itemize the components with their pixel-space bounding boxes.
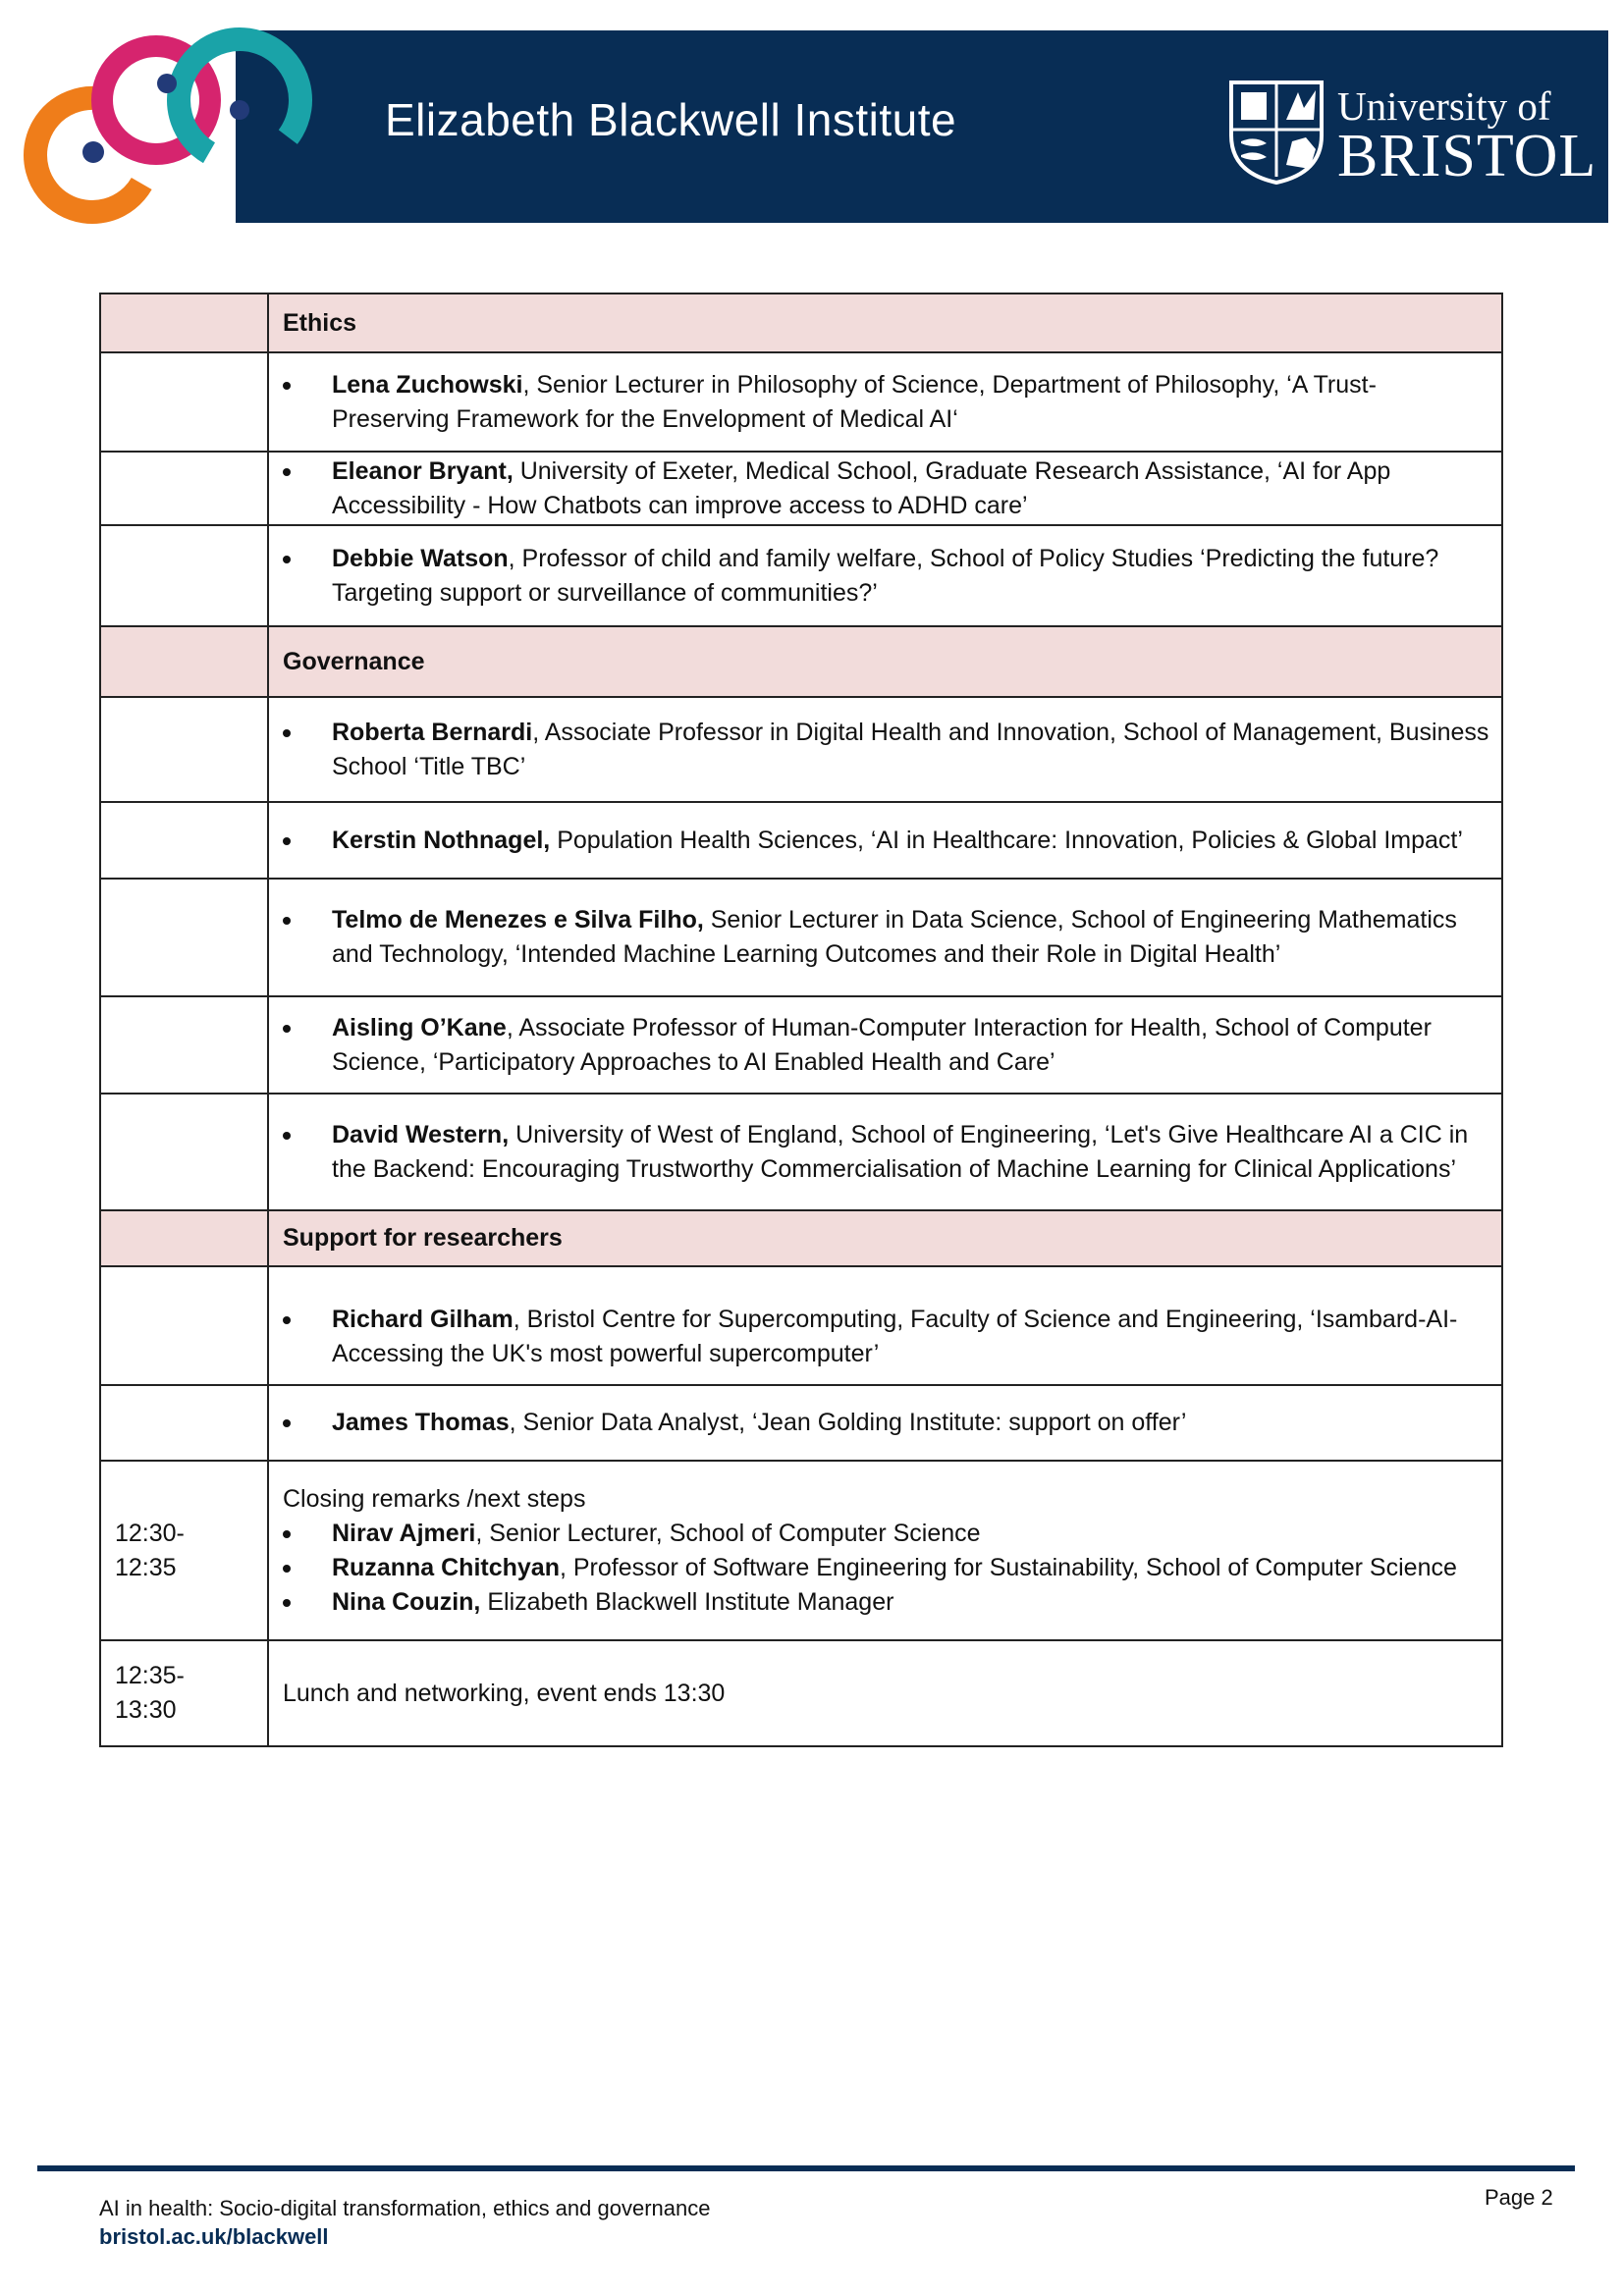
- speaker-details: , Associate Professor of Human-Computer Interaction for Health, School of Computer Science, ‘Participatory Approaches to AI Enabled Health and Care’: [332, 1013, 1432, 1076]
- speaker-details: , Senior Lecturer in Philosophy of Science, Department of Philosophy, ‘A Trust-Preserving Framework for the Envelopment of Medical AI‘: [332, 370, 1377, 433]
- speaker-cell: [268, 1385, 1502, 1461]
- speaker-item: [283, 1406, 1489, 1440]
- agenda-table: [99, 293, 1503, 1747]
- speaker-item: [283, 716, 1489, 784]
- speaker-details: University of West of England, School of Engineering, ‘Let's Give Healthcare AI a CIC in the Backend: Encouraging Trustworthy Commercialisation of Machine Learning for Clinical Applications’: [332, 1120, 1469, 1183]
- table-row: [100, 1640, 1502, 1746]
- speaker-details: , Professor of child and family welfare, School of Policy Studies ‘Predicting the future? Targeting support or surveillance of communities?’: [332, 544, 1439, 607]
- time-cell: [100, 352, 268, 452]
- time-cell: [100, 452, 268, 525]
- section-row: [100, 1210, 1502, 1266]
- lunch-cell: Lunch and networking, event ends 13:30: [268, 1640, 1502, 1746]
- speaker-details: Elizabeth Blackwell Institute Manager: [480, 1587, 894, 1616]
- speaker-item: [283, 824, 1489, 858]
- speaker-item: [283, 903, 1489, 972]
- page-number: Page 2: [1485, 2185, 1553, 2210]
- table-row: [100, 1385, 1502, 1461]
- speaker-item: [283, 454, 1489, 523]
- section-heading: Support for researchers: [268, 1210, 1502, 1266]
- table-row: [100, 1266, 1502, 1385]
- speaker-cell: [268, 1094, 1502, 1210]
- institute-logo-rings: [22, 20, 316, 231]
- institute-title: Elizabeth Blackwell Institute: [385, 94, 957, 145]
- table-row: [100, 996, 1502, 1094]
- table-row: [100, 352, 1502, 452]
- speaker-cell: [268, 879, 1502, 996]
- speaker-details: Senior Lecturer in Data Science, School of Engineering Mathematics and Technology, ‘Intended Machine Learning Outcomes and their Role in Digital Health’: [332, 906, 1457, 968]
- speaker-item: [283, 1551, 1489, 1585]
- section-row: [100, 294, 1502, 352]
- speaker-cell: [268, 452, 1502, 525]
- time-cell: 12:30- 12:35: [100, 1461, 268, 1640]
- closing-cell: [268, 1461, 1502, 1640]
- section-heading: Ethics: [268, 294, 1502, 352]
- speaker-item: [283, 368, 1489, 437]
- speaker-details: , Senior Data Analyst, ‘Jean Golding Institute: support on offer’: [509, 1409, 1187, 1436]
- speaker-name: Telmo de Menezes e Silva Filho,: [332, 906, 704, 934]
- speaker-name: Aisling O’Kane: [332, 1013, 507, 1041]
- time-cell: 12:35- 13:30: [100, 1640, 268, 1746]
- speaker-name: Ruzanna Chitchyan: [332, 1553, 560, 1581]
- speaker-details: Population Health Sciences, ‘AI in Healthcare: Innovation, Policies & Global Impact’: [550, 826, 1463, 854]
- speaker-name: Nirav Ajmeri: [332, 1519, 476, 1547]
- time-cell: [100, 1266, 268, 1385]
- speaker-name: Lena Zuchowski: [332, 370, 523, 399]
- speaker-item: [283, 1517, 1489, 1551]
- table-row: [100, 802, 1502, 879]
- time-cell: [100, 879, 268, 996]
- speaker-name: Kerstin Nothnagel,: [332, 826, 551, 854]
- speaker-name: Eleanor Bryant,: [332, 456, 514, 485]
- table-row: [100, 879, 1502, 996]
- table-row: [100, 1461, 1502, 1640]
- section-heading: Governance: [268, 626, 1502, 697]
- table-row: [100, 452, 1502, 525]
- time-cell: [100, 697, 268, 802]
- bristol-wordmark: BRISTOL: [1337, 123, 1597, 189]
- speaker-details: , Associate Professor in Digital Health and Innovation, School of Management, Business School ‘Title TBC’: [332, 718, 1489, 780]
- speaker-item: [283, 1011, 1489, 1080]
- speaker-name: Debbie Watson: [332, 544, 509, 572]
- speaker-item: [283, 1303, 1489, 1371]
- time-cell: [100, 1094, 268, 1210]
- speaker-name: James Thomas: [332, 1409, 510, 1436]
- speaker-name: Richard Gilham: [332, 1305, 514, 1333]
- time-cell: [100, 1210, 268, 1266]
- speaker-details: , Senior Lecturer, School of Computer Science: [475, 1519, 981, 1547]
- time-cell: [100, 802, 268, 879]
- time-cell: [100, 1385, 268, 1461]
- time-cell: [100, 626, 268, 697]
- section-row: [100, 626, 1502, 697]
- speaker-name: David Western,: [332, 1120, 510, 1148]
- speaker-details: , Bristol Centre for Supercomputing, Faculty of Science and Engineering, ‘Isambard-AI- Accessing the UK's most powerful supercomputer’: [332, 1305, 1458, 1367]
- speaker-item: [283, 542, 1489, 611]
- time-cell: [100, 294, 268, 352]
- speaker-cell: [268, 525, 1502, 626]
- speaker-cell: [268, 352, 1502, 452]
- university-of-text: University of: [1337, 83, 1551, 129]
- university-logo: [1227, 79, 1597, 189]
- speaker-name: Roberta Bernardi: [332, 718, 533, 746]
- speaker-item: [283, 1118, 1489, 1187]
- table-row: [100, 525, 1502, 626]
- table-row: [100, 1094, 1502, 1210]
- speaker-cell: [268, 1266, 1502, 1385]
- table-row: [100, 697, 1502, 802]
- footer-divider: [37, 2165, 1575, 2171]
- speaker-cell: [268, 802, 1502, 879]
- time-cell: [100, 525, 268, 626]
- speaker-cell: [268, 996, 1502, 1094]
- speaker-details: University of Exeter, Medical School, Graduate Research Assistance, ‘AI for App Accessibility - How Chatbots can improve access to ADHD care’: [332, 456, 1391, 519]
- speaker-details: , Professor of Software Engineering for Sustainability, School of Computer Science: [559, 1553, 1457, 1581]
- speaker-name: Nina Couzin,: [332, 1587, 481, 1616]
- university-crest-icon: [1227, 79, 1325, 185]
- closing-title: Closing remarks /next steps: [283, 1484, 586, 1513]
- time-cell: [100, 996, 268, 1094]
- speaker-item: [283, 1585, 1489, 1620]
- speaker-cell: [268, 697, 1502, 802]
- footer-url: bristol.ac.uk/blackwell: [99, 2224, 329, 2249]
- footer-document-title: AI in health: Socio-digital transformation, ethics and governance: [99, 2196, 711, 2220]
